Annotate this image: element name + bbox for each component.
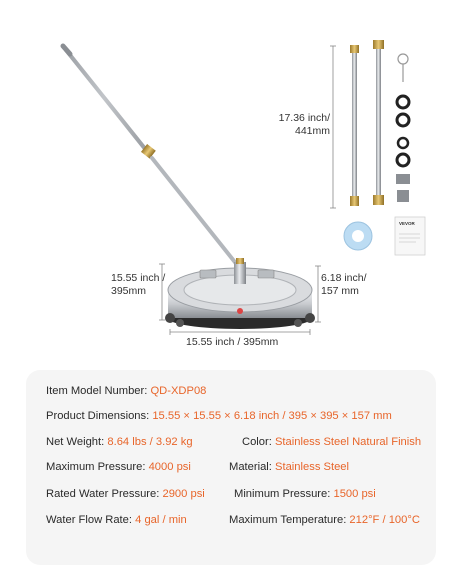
spec-color-label: Color: bbox=[242, 436, 275, 448]
diameter-bottom-label bbox=[186, 336, 278, 349]
spec-color-value: Stainless Steel Natural Finish bbox=[274, 436, 422, 448]
spec-flow-rate-value: 4 gal / min bbox=[135, 514, 187, 526]
diameter-bottom-text: 15.55 inch / 395mm bbox=[186, 336, 279, 348]
spec-dimensions-value: 15.55 × 15.55 × 6.18 inch / 395 × 395 × 157 mm bbox=[152, 410, 392, 422]
diameter-side-label bbox=[111, 272, 165, 298]
thread-tape bbox=[344, 222, 372, 250]
spec-max-temp-value: 212°F / 100°C bbox=[349, 514, 420, 526]
spec-flow-rate bbox=[46, 514, 187, 526]
height-label bbox=[321, 272, 367, 298]
spec-max-pressure bbox=[46, 461, 191, 473]
spec-material bbox=[229, 461, 349, 473]
accessories bbox=[396, 54, 410, 202]
spec-max-pressure-value: 4000 psi bbox=[148, 461, 191, 473]
spec-dimensions-label: Product Dimensions: bbox=[46, 410, 153, 422]
height-line2: 157 mm bbox=[321, 285, 359, 297]
spec-color bbox=[242, 436, 421, 448]
spec-weight-label: Net Weight: bbox=[46, 436, 108, 448]
spec-weight-value: 8.64 lbs / 3.92 kg bbox=[107, 436, 193, 448]
spec-model bbox=[46, 385, 206, 397]
spec-max-pressure-label: Maximum Pressure: bbox=[46, 461, 149, 473]
spec-min-pressure-label: Minimum Pressure: bbox=[234, 488, 334, 500]
spec-max-temp-label: Maximum Temperature: bbox=[229, 514, 350, 526]
surface-cleaner bbox=[165, 258, 315, 329]
spec-rated-pressure-label: Rated Water Pressure: bbox=[46, 488, 163, 500]
spec-dimensions bbox=[46, 410, 392, 422]
spec-max-temp bbox=[229, 514, 420, 526]
spec-model-value: QD-XDP08 bbox=[150, 385, 207, 397]
spec-weight bbox=[46, 436, 193, 448]
spec-min-pressure bbox=[234, 488, 376, 500]
height-line1: 6.18 inch/ bbox=[321, 272, 367, 284]
spec-material-value: Stainless Steel bbox=[275, 461, 350, 473]
spec-model-label: Item Model Number: bbox=[46, 385, 151, 397]
extension-rods bbox=[350, 40, 384, 206]
manual-logo: VEVOR bbox=[399, 221, 415, 226]
user-manual bbox=[395, 217, 425, 255]
spec-material-label: Material: bbox=[229, 461, 276, 473]
rod-length-line2: 441mm bbox=[294, 125, 330, 137]
specifications-card bbox=[26, 370, 436, 565]
diameter-side-line2: 395mm bbox=[111, 285, 147, 297]
spec-min-pressure-value: 1500 psi bbox=[333, 488, 376, 500]
spec-flow-rate-label: Water Flow Rate: bbox=[46, 514, 136, 526]
rod-length-line1: 17.36 inch/ bbox=[278, 112, 330, 124]
diameter-side-line1: 15.55 inch / bbox=[111, 272, 166, 284]
spec-rated-pressure bbox=[46, 488, 205, 500]
spec-rated-pressure-value: 2900 psi bbox=[162, 488, 205, 500]
rod-length-label bbox=[278, 112, 330, 138]
extension-wand bbox=[63, 46, 238, 266]
